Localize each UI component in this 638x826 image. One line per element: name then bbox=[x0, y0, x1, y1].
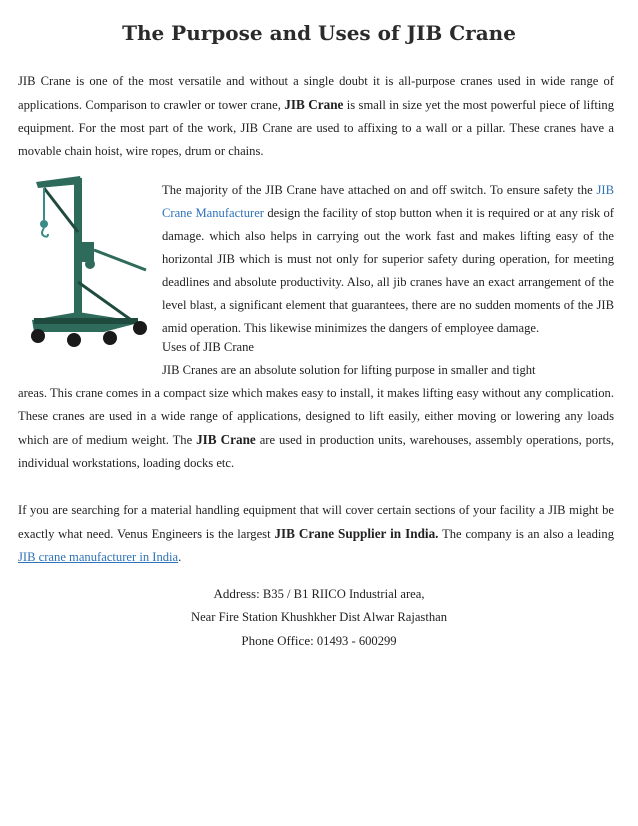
uses-text-b: are used in production units, warehouses, assembly operations, ports, individual workstations, loading docks etc. bbox=[18, 433, 614, 470]
intro-paragraph bbox=[18, 70, 614, 163]
safety-paragraph bbox=[162, 179, 614, 340]
uses-text-a: areas. This crane comes in a compact size which makes easy to install, it makes lifting easy without any complication. These cranes are used in a wide range of applications, designed to lift easily, either moving or lowering any loads which are of medium weight. The bbox=[18, 386, 614, 447]
crane-handle bbox=[94, 250, 146, 270]
wheel-icon bbox=[31, 329, 45, 343]
crane-hook bbox=[42, 228, 48, 237]
phone-line bbox=[0, 629, 638, 653]
crane-winch bbox=[80, 242, 94, 262]
address-line-2: Near Fire Station Khushkher Dist Alwar Rajasthan bbox=[190, 610, 448, 624]
phone-number: 01493 - 600299 bbox=[313, 634, 397, 648]
phone-label: Phone Office: bbox=[241, 633, 314, 648]
closing-text-a: If you are searching for a material handling equipment that will cover certain sections of your facility a JIB might be exactly what need. Venus Engineers is the largest bbox=[18, 503, 614, 541]
jib-crane-image bbox=[14, 172, 154, 348]
closing-text-c: . bbox=[178, 550, 182, 564]
wheel-icon bbox=[67, 333, 81, 347]
wheel-icon bbox=[103, 331, 117, 345]
intro-bold-term: JIB Crane bbox=[284, 97, 344, 112]
crane-winch-drum bbox=[85, 259, 95, 269]
uses-paragraph bbox=[18, 382, 614, 475]
intro-text-b: is small in size yet the most powerful piece of lifting equipment. For the most part of the work, JIB Crane are used to affixing to a wall or a pillar. These cranes have a movable chain hoist, wire ropes, drum or chains. bbox=[18, 98, 615, 158]
crane-base-beam bbox=[34, 318, 138, 324]
crane-hook-block bbox=[40, 220, 48, 228]
uses-bold-term: JIB Crane bbox=[196, 432, 256, 447]
uses-heading: Uses of JIB Crane bbox=[162, 340, 254, 354]
address-label: Address: bbox=[213, 586, 260, 601]
closing-bold-term: JIB Crane Supplier in India. bbox=[274, 526, 439, 541]
closing-text-b: The company is an also a leading bbox=[438, 527, 614, 541]
address-line1-text: B35 / B1 RIICO Industrial area, bbox=[259, 587, 425, 601]
jib-crane-manufacturer-link[interactable]: JIB Crane Manufacturer bbox=[162, 183, 614, 220]
crane-brace bbox=[44, 188, 78, 232]
page-title: The Purpose and Uses of JIB Crane bbox=[122, 21, 516, 45]
closing-paragraph bbox=[18, 499, 614, 569]
jib-crane-manufacturer-india-link[interactable]: JIB crane manufacturer in India bbox=[18, 550, 179, 564]
address-line-1 bbox=[0, 582, 638, 606]
address-block bbox=[0, 582, 638, 653]
safety-text-b: design the facility of stop button when it is required or at any risk of damage. which also helps in carrying out the work fast and makes lifting easy of the horizontal JIB which is must not only for superior safety during operation, for meeting deadlines and absolute productivity. Also, all jib cranes have an exact arrangement of the level blast, a significant element that guarantees, there are no sudden moments of the JIB amid operation. This likewise minimizes the dangers of employee damage. bbox=[162, 206, 615, 335]
wheel-icon bbox=[133, 321, 147, 335]
uses-first-line: JIB Cranes are an absolute solution for lifting purpose in smaller and tight bbox=[162, 363, 536, 377]
safety-text-a: The majority of the JIB Crane have attached on and off switch. To ensure safety the bbox=[162, 183, 597, 197]
intro-text-a: JIB Crane is one of the most versatile and without a single doubt it is all-purpose cranes used in wide range of applications. Comparison to crawler or tower crane, bbox=[18, 74, 614, 112]
